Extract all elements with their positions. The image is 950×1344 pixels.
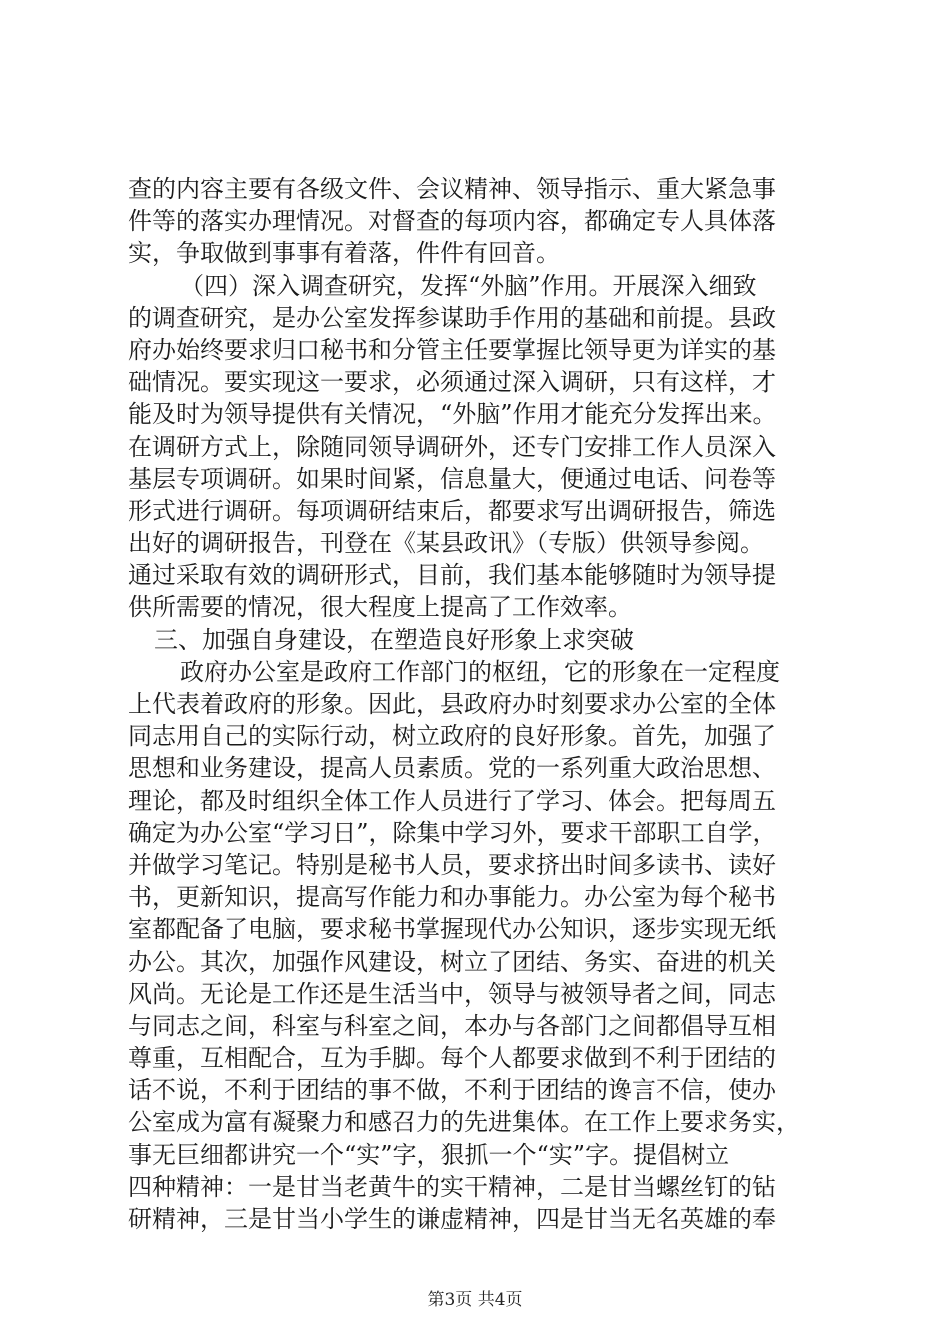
text-line: 政府办公室是政府工作部门的枢纽，它的形象在一定程度 xyxy=(180,657,780,686)
page-footer: 第3页 共4页 xyxy=(427,1290,523,1310)
text-line: 话不说，不利于团结的事不做，不利于团结的谗言不信，使办 xyxy=(128,1076,776,1105)
text-line: 思想和业务建设，提高人员素质。党的一系列重大政治思想、 xyxy=(128,754,776,783)
text-line: 公室成为富有凝聚力和感召力的先进集体。在工作上要求务实， xyxy=(128,1108,800,1137)
text-line: 实，争取做到事事有着落，件件有回音。 xyxy=(128,239,560,268)
text-line: 办公。其次，加强作风建设，树立了团结、务实、奋进的机关 xyxy=(128,947,776,976)
text-line: （四）深入调查研究，发挥“外脑”作用。开展深入细致 xyxy=(180,271,757,300)
text-line: 础情况。要实现这一要求，必须通过深入调研，只有这样，才 xyxy=(128,368,776,397)
text-line: 的调查研究，是办公室发挥参谋助手作用的基础和前提。县政 xyxy=(128,303,776,332)
text-line: 通过采取有效的调研形式，目前，我们基本能够随时为领导提 xyxy=(128,561,776,590)
text-line: 能及时为领导提供有关情况，“外脑”作用才能充分发挥出来。 xyxy=(128,400,777,429)
text-line: 基层专项调研。如果时间紧，信息量大，便通过电话、问卷等 xyxy=(128,464,776,493)
text-line: 四种精神：一是甘当老黄牛的实干精神，二是甘当螺丝钉的钻 xyxy=(128,1172,776,1201)
text-line: 室都配备了电脑，要求秘书掌握现代办公知识，逐步实现无纸 xyxy=(128,915,776,944)
text-line: 事无巨细都讲究一个“实”字，狠抓一个“实”字。提倡树立 xyxy=(128,1140,730,1169)
text-line: 在调研方式上，除随同领导调研外，还专门安排工作人员深入 xyxy=(128,432,776,461)
text-line: 件等的落实办理情况。对督查的每项内容，都确定专人具体落 xyxy=(128,207,776,236)
text-line: 理论，都及时组织全体工作人员进行了学习、体会。把每周五 xyxy=(128,786,776,815)
text-line: 尊重，互相配合，互为手脚。每个人都要求做到不利于团结的 xyxy=(128,1044,776,1073)
text-line: 出好的调研报告，刊登在《某县政讯》（专版）供领导参阅。 xyxy=(128,529,764,558)
text-line: 三、加强自身建设，在塑造良好形象上求突破 xyxy=(154,625,634,654)
text-line: 供所需要的情况，很大程度上提高了工作效率。 xyxy=(128,593,632,622)
text-line: 风尚。无论是工作还是生活当中，领导与被领导者之间，同志 xyxy=(128,979,776,1008)
text-line: 查的内容主要有各级文件、会议精神、领导指示、重大紧急事 xyxy=(128,175,776,203)
text-line: 书，更新知识，提高写作能力和办事能力。办公室为每个秘书 xyxy=(128,883,776,912)
body-text xyxy=(128,173,826,1235)
text-line: 同志用自己的实际行动，树立政府的良好形象。首先，加强了 xyxy=(128,722,776,751)
text-line: 府办始终要求归口秘书和分管主任要掌握比领导更为详实的基 xyxy=(128,335,776,364)
text-line: 研精神，三是甘当小学生的谦虚精神，四是甘当无名英雄的奉 xyxy=(128,1205,776,1233)
text-line: 形式进行调研。每项调研结束后，都要求写出调研报告，筛选 xyxy=(128,496,776,525)
text-line: 确定为办公室“学习日”，除集中学习外，要求干部职工自学， xyxy=(128,818,777,847)
text-line: 上代表着政府的形象。因此，县政府办时刻要求办公室的全体 xyxy=(128,690,776,718)
text-line: 并做学习笔记。特别是秘书人员，要求挤出时间多读书、读好 xyxy=(128,850,776,879)
text-line: 与同志之间，科室与科室之间，本办与各部门之间都倡导互相 xyxy=(128,1011,776,1040)
